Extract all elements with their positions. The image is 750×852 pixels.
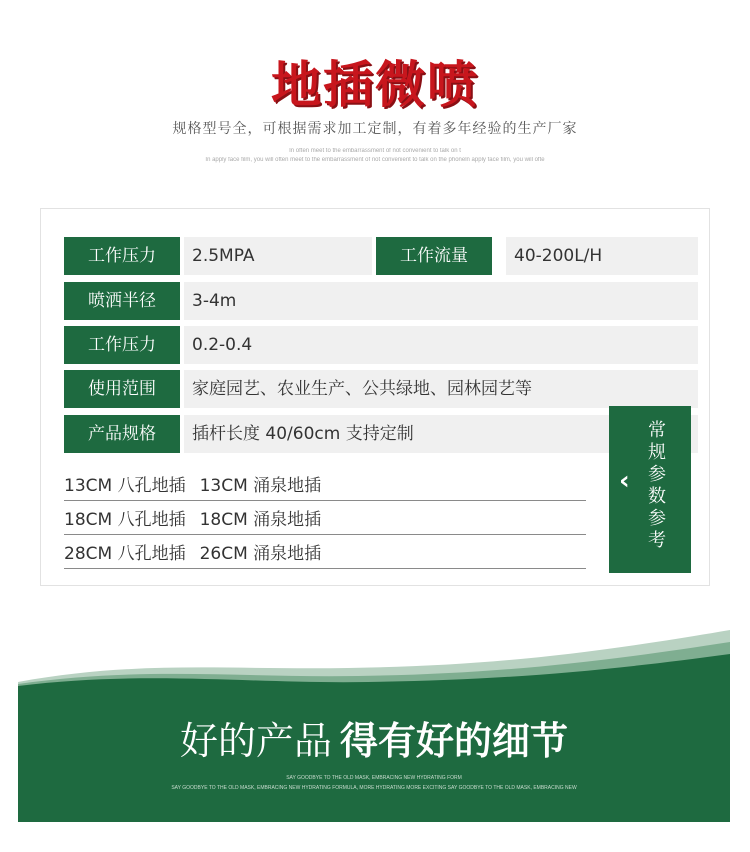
list-item [64, 471, 586, 501]
banner-slogan [18, 710, 730, 765]
spec-card [40, 208, 710, 586]
banner-slogan-bold: 得有好的细节 [340, 719, 569, 763]
spec-reference-tab[interactable] [609, 406, 691, 573]
banner-caption-1: SAY GOODBYE TO THE OLD MASK, EMBRACING NEW HYDRATING FORM [286, 775, 462, 781]
spec-label: 工作流量 [376, 237, 492, 275]
model-name: 26CM 涌泉地插 [199, 544, 322, 564]
page-title: 地插微喷 [271, 56, 479, 114]
chevron-left-icon: ‹ [619, 466, 630, 496]
spec-label: 喷洒半径 [64, 282, 180, 320]
model-name: 18CM 涌泉地插 [199, 510, 322, 530]
page-subtitle: 规格型号全，可根据需求加工定制，有着多年经验的生产厂家 [172, 121, 578, 137]
spec-value: 0.2-0.4 [184, 326, 698, 364]
list-item [64, 505, 586, 535]
spec-row-pressure-flow [64, 237, 698, 275]
spec-label: 工作压力 [64, 326, 180, 364]
spec-row-radius [64, 282, 698, 320]
spec-value: 40-200L/H [506, 237, 698, 275]
model-name: 13CM 八孔地插 [64, 476, 186, 496]
list-item [64, 539, 586, 569]
model-name: 13CM 涌泉地插 [199, 476, 322, 496]
spec-label: 工作压力 [64, 237, 180, 275]
spec-label: 产品规格 [64, 415, 180, 453]
model-name: 18CM 八孔地插 [64, 510, 186, 530]
spec-value: 插杆长度 40/60cm 支持定制 [184, 415, 698, 453]
spec-value: 3-4m [184, 282, 698, 320]
english-caption-1: In often meet to the embarrassment of not convenient to talk on t [289, 148, 461, 154]
spec-label: 使用范围 [64, 370, 180, 408]
side-tab-label: 常 规 参 数 参 考 [648, 420, 666, 551]
banner-caption-2: SAY GOODBYE TO THE OLD MASK, EMBRACING NEW HYDRATING FORMULA, MORE HYDRATING MORE EXCITING SAY GOODBYE TO THE OLD MASK, EMBRACING NEW [171, 785, 577, 791]
banner-slogan-light: 好的产品 [179, 719, 332, 763]
model-name: 28CM 八孔地插 [64, 544, 186, 564]
spec-value: 家庭园艺、农业生产、公共绿地、园林园艺等 [184, 370, 698, 408]
spec-row-usage [64, 370, 698, 408]
spec-row-pressure [64, 326, 698, 364]
spec-row-size [64, 415, 698, 453]
english-caption-2: In apply face film, you will often meet to the embarrassment of not convenient to talk on the phoneln apply face film, you will ofte [205, 157, 545, 163]
detail-banner [18, 620, 730, 822]
spec-value: 2.5MPA [184, 237, 372, 275]
